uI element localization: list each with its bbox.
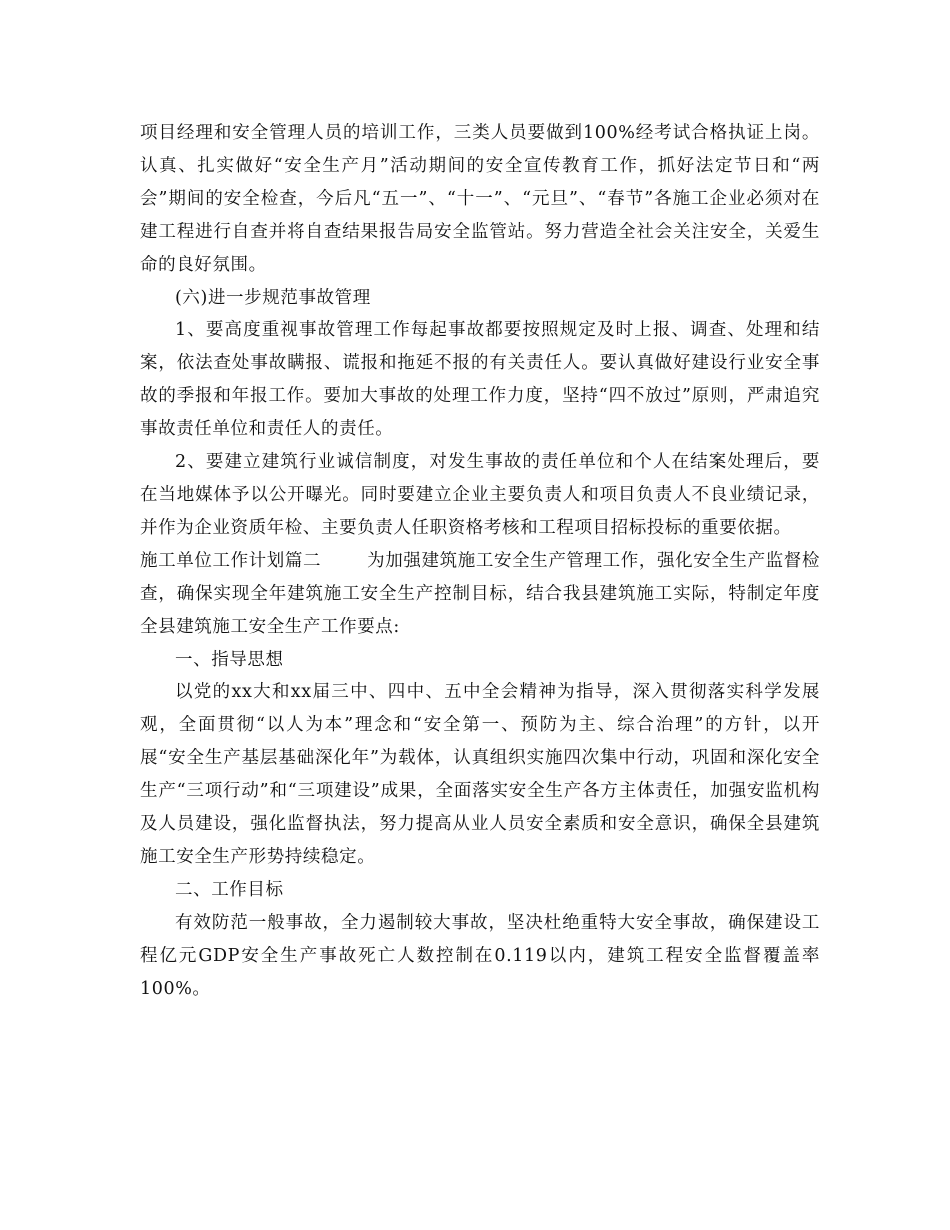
heading-work-goals: 二、工作目标 — [175, 879, 284, 900]
paragraph-integrity-system: 2、要建立建筑行业诚信制度，对发生事故的责任单位和个人在结案处理后，要在当地媒体予以公开曝光。同时要建立企业主要负责人和项目负责人不良业绩记录，并作为企业资质年检、主要负责人任职资格考核和工程项目招标投标的重要依据。 — [140, 452, 820, 538]
paragraph-work-goals: 有效防范一般事故，全力遏制较大事故，坚决杜绝重特大安全事故，确保建设工程亿元GDP安全生产事故死亡人数控制在0.119以内，建筑工程安全监督覆盖率100%。 — [140, 912, 820, 999]
section-title: 施工单位工作计划篇二 — [140, 550, 322, 571]
paragraph-guiding-ideology: 以党的xx大和xx届三中、四中、五中全会精神为指导，深入贯彻落实科学发展观，全面贯彻“以人为本”理念和“安全第一、预防为主、综合治理”的方针，以开展“安全生产基层基础深化年”为载体，认真组织实施四次集中行动，巩固和深化安全生产“三项行动”和“三项建设”成果，全面落实安全生产各方主体责任，加强安监机构及人员建设，强化监督执法，努力提高从业人员安全素质和安全意识，确保全县建筑施工安全生产形势持续稳定。 — [140, 682, 820, 867]
heading-guiding-ideology: 一、指导思想 — [175, 649, 284, 670]
section-intro-text: 为加强建筑施工安全生产管理工作，强化安全生产监督检查，确保实现全年建筑施工安全生产控制目标，结合我县建筑施工实际，特制定年度全县建筑施工安全生产工作要点: — [140, 550, 821, 637]
document-body — [140, 117, 820, 1005]
paragraph-training: 项目经理和安全管理人员的培训工作，三类人员要做到100%经考试合格执证上岗。认真、扎实做好“安全生产月”活动期间的安全宣传教育工作，抓好法定节日和“两会”期间的安全检查，今后凡“五一”、“十一”、“元旦”、“春节”各施工企业必须对在建工程进行自查并将自查结果报告局安全监管站。努力营造全社会关注安全，关爱生命的良好氛围。 — [140, 123, 820, 275]
paragraph-accident-reporting: 1、要高度重视事故管理工作每起事故都要按照规定及时上报、调查、处理和结案，依法查处事故瞒报、谎报和拖延不报的有关责任人。要认真做好建设行业安全事故的季报和年报工作。要加大事故的处理工作力度，坚持“四不放过”原则，严肃追究事故责任单位和责任人的责任。 — [140, 320, 820, 440]
section-two-intro — [140, 545, 820, 644]
heading-accident-management: (六)进一步规范事故管理 — [175, 287, 371, 308]
